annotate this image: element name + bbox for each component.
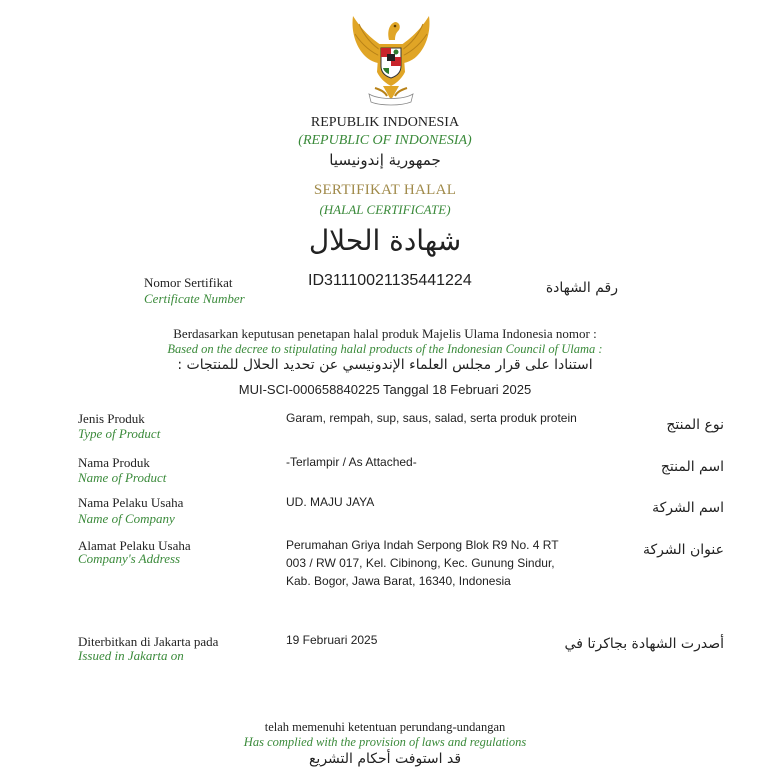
- company-address-label-en: Company's Address: [78, 551, 181, 566]
- certificate-number-label-ar: رقم الشهادة: [545, 280, 618, 296]
- decree-text-ar: استنادا على قرار مجلس العلماء الإندونيسي عن تحديد الحلال للمنتجات :: [177, 357, 593, 373]
- certificate-number-label: Nomor Sertifikat: [144, 275, 233, 290]
- certificate-title-id: SERTIFIKAT HALAL: [313, 182, 457, 198]
- country-name-ar: جمهورية إندونيسيا: [329, 151, 441, 169]
- product-type-value: Garam, rempah, sup, saus, salad, serta produk protein: [286, 411, 577, 425]
- compliance-text-id: telah memenuhi ketentuan perundang-undangan: [264, 720, 506, 734]
- issued-value: 19 Februari 2025: [286, 633, 378, 647]
- decree-text-en: Based on the decree to stipulating halal products of the Indonesian Council of Ulama :: [167, 342, 603, 356]
- compliance-text-ar: قد استوفت أحكام التشريع: [308, 751, 462, 767]
- decree-number: MUI-SCI-000658840225 Tanggal 18 Februari 2025: [238, 382, 532, 397]
- company-address-label-ar: عنوان الشركة: [643, 542, 724, 558]
- garuda-emblem-icon: [345, 10, 437, 106]
- decree-text-id: Berdasarkan keputusan penetapan halal produk Majelis Ulama Indonesia nomor :: [173, 326, 597, 341]
- certificate-number-value: ID31110021135441224: [308, 272, 472, 289]
- issued-label: Diterbitkan di Jakarta pada: [78, 634, 219, 649]
- company-name-label: Nama Pelaku Usaha: [78, 495, 184, 510]
- certificate-title-en: (HALAL CERTIFICATE): [319, 202, 451, 217]
- certificate-title-ar: شهادة الحلال: [308, 224, 462, 257]
- country-name-id: REPUBLIK INDONESIA: [310, 115, 460, 130]
- compliance-text-en: Has complied with the provision of laws and regulations: [243, 735, 527, 749]
- product-type-label-en: Type of Product: [78, 426, 161, 441]
- product-type-label-ar: نوع المنتج: [666, 417, 724, 433]
- product-name-label: Nama Produk: [78, 455, 150, 470]
- company-name-value: UD. MAJU JAYA: [286, 495, 375, 509]
- issued-label-en: Issued in Jakarta on: [78, 648, 184, 663]
- company-address-label: Alamat Pelaku Usaha: [78, 538, 191, 553]
- certificate-number-label-en: Certificate Number: [144, 291, 245, 306]
- issued-label-ar: أصدرت الشهادة بجاكرتا في: [564, 636, 724, 652]
- country-name-en: (REPUBLIC OF INDONESIA): [298, 133, 472, 148]
- company-address-value: Perumahan Griya Indah Serpong Blok R9 No. 4 RT 003 / RW 017, Kel. Cibinong, Kec. Gunung Sindur, Kab. Bogor, Jawa Barat, 16340, Indonesia: [286, 538, 559, 588]
- product-name-value: -Terlampir / As Attached-: [286, 455, 417, 469]
- product-type-label: Jenis Produk: [78, 411, 145, 426]
- product-name-label-ar: اسم المنتج: [660, 459, 724, 475]
- company-name-label-ar: اسم الشركة: [652, 500, 724, 516]
- product-name-label-en: Name of Product: [78, 470, 167, 485]
- company-name-label-en: Name of Company: [78, 511, 175, 526]
